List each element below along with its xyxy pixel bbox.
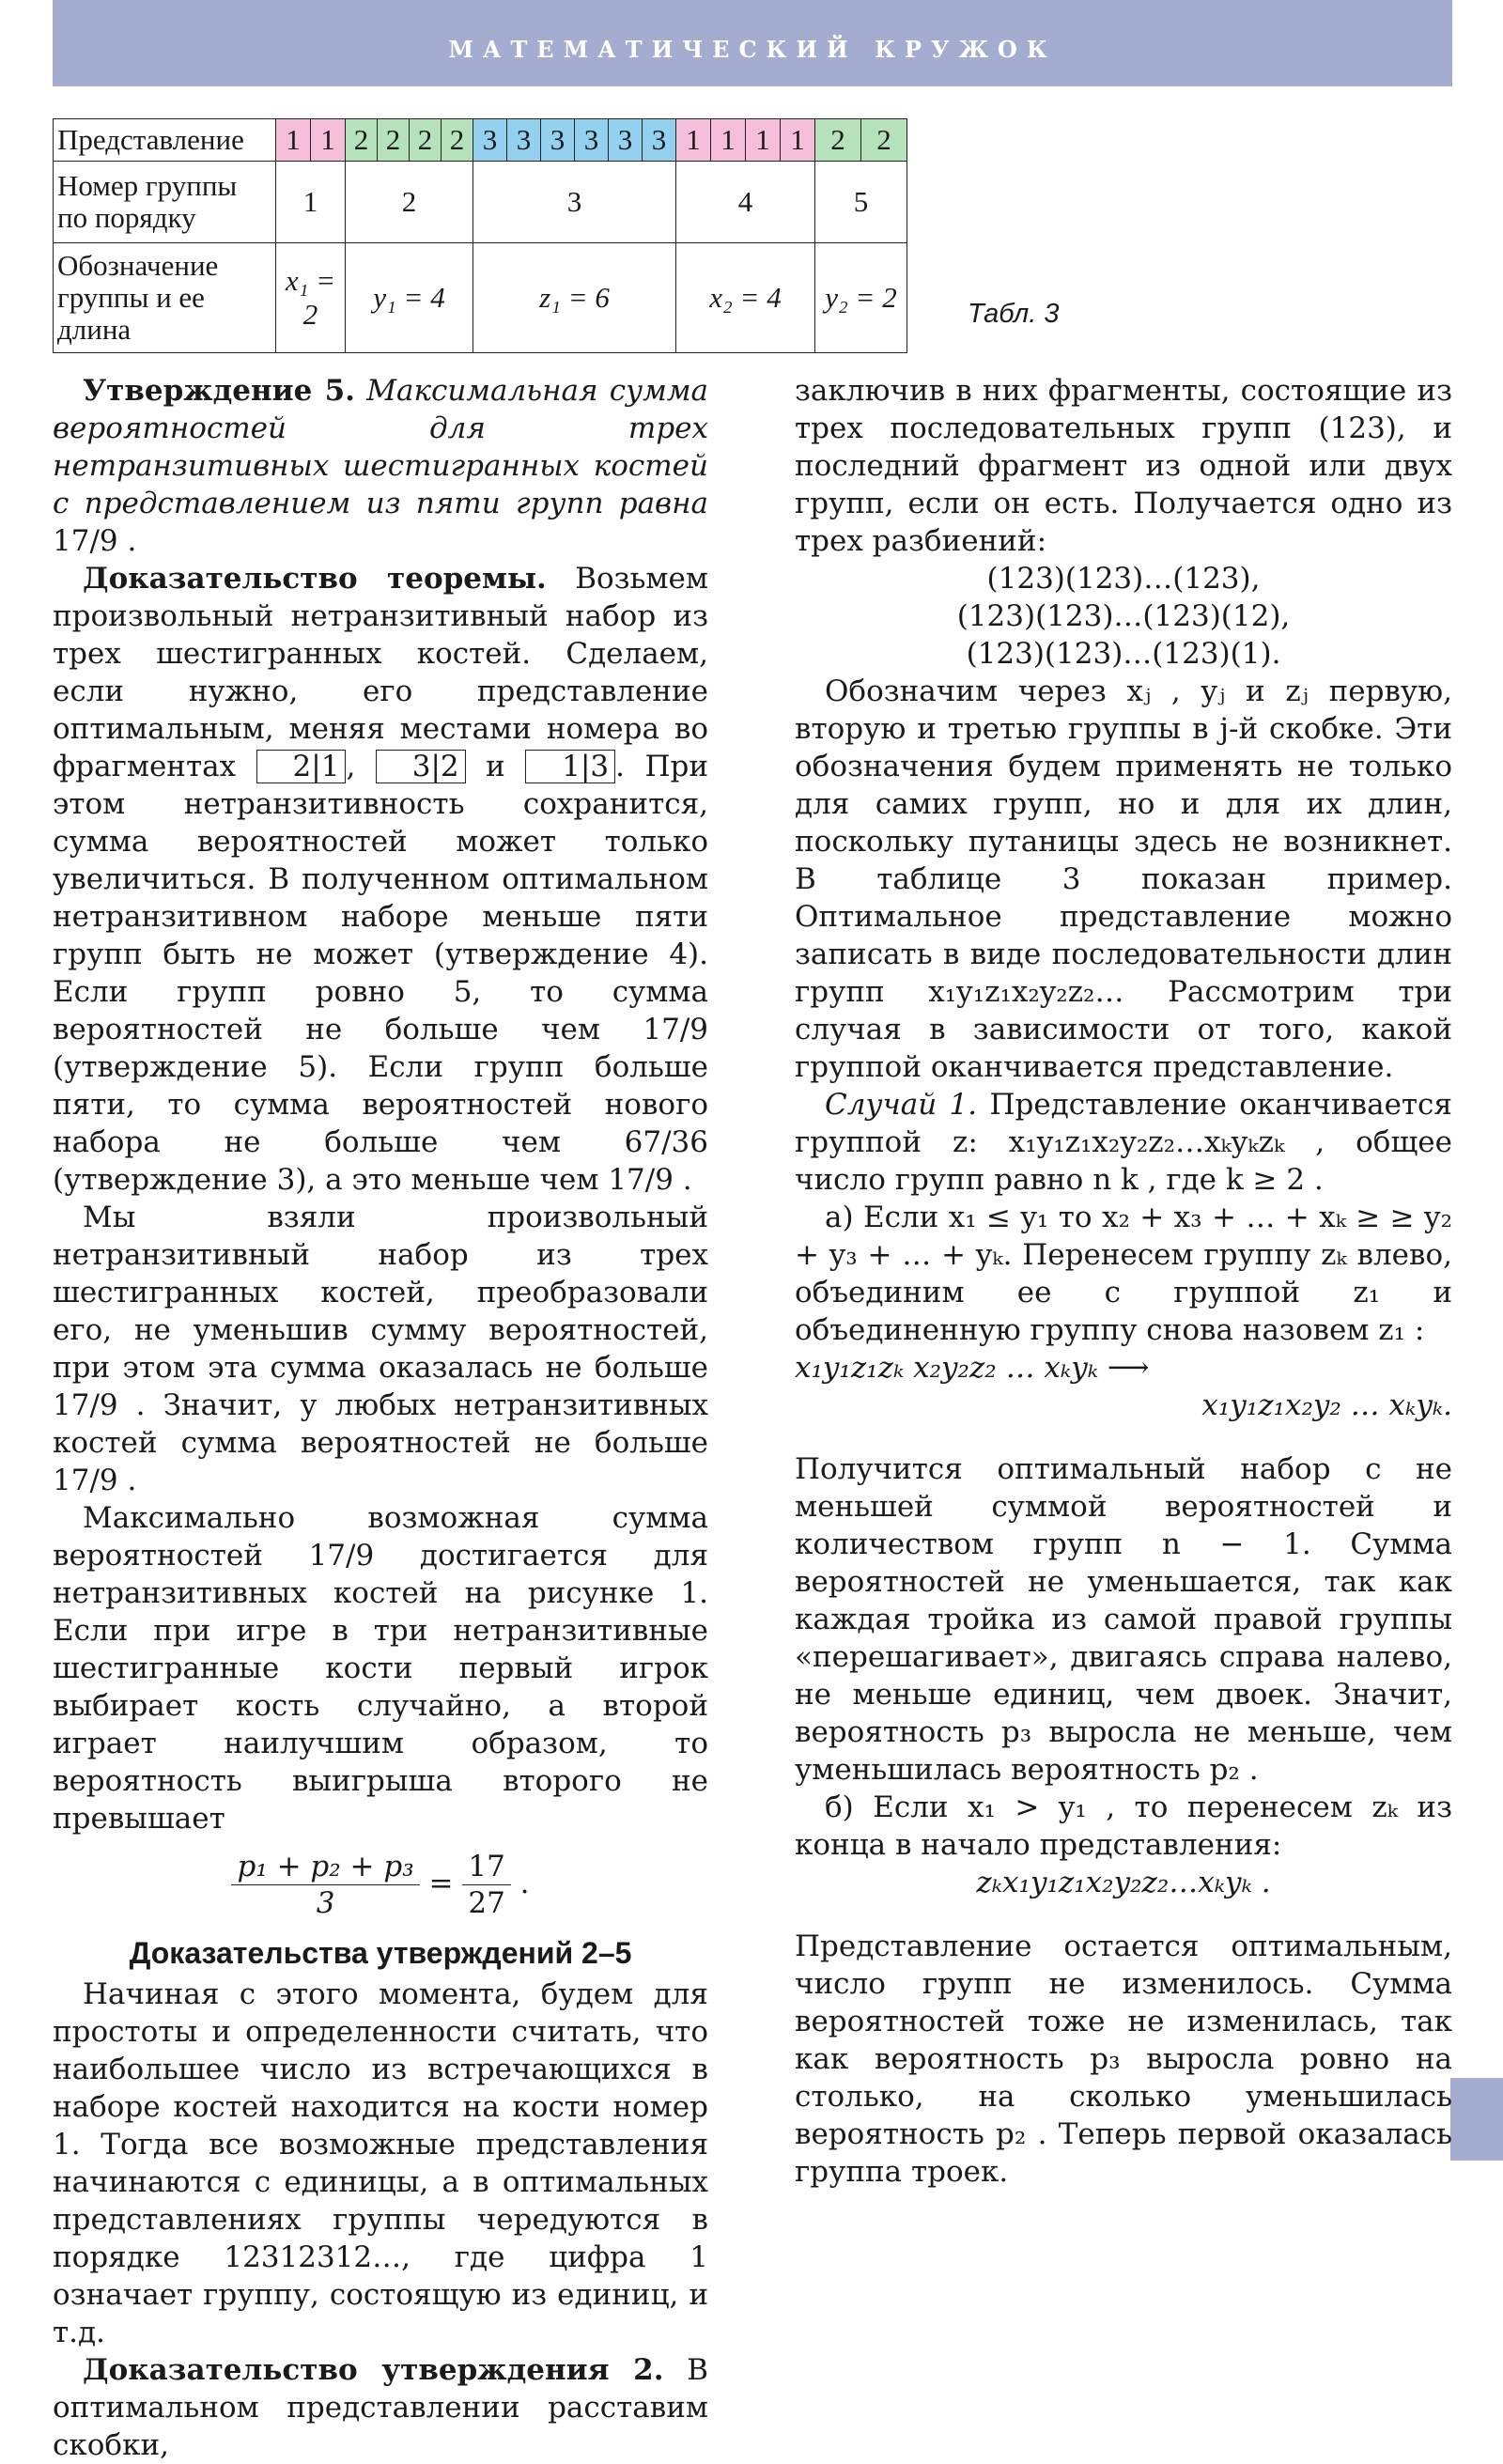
result-denominator: 27 [468,1886,505,1920]
rep-cell: 3 [609,119,643,162]
result-numerator: 17 [462,1849,510,1885]
fragment-box: 3|2 [376,750,466,783]
rep-cell: 1 [676,119,711,162]
rep-cell: 3 [575,119,609,162]
group-number-cell: 4 [676,162,815,243]
paragraph: Максимально возможная сумма вероятностей 17/9 достигается для нетранзитивных костей на рисунке 1. Если при игре в три нетранзитивные шестигранные кости первый игрок выбирает кость случайно, а второй играет наилучшим образом, то вероятность выигрыша второго не превышает [53,1501,708,1836]
spacer [795,1424,1452,1450]
group-designation-cell: y₂ = 2 [815,243,907,353]
section-subheading: Доказательства утверждений 2–5 [129,1936,632,1970]
formula-period: . [519,1867,530,1900]
rep-cell: 2 [378,119,410,162]
paragraph: Мы взяли произвольный нетранзитивный набор из трех шестигранных костей, преобразовали его, не уменьшив сумму вероятностей, при этом эта сумма оказалась не больше 17/9 . Значит, у любых нетранзитивных костей сумма вероятностей не больше 17/9 . [53,1201,708,1497]
table-row-label: Представление [54,119,276,162]
right-column [795,372,1452,2191]
paragraph: заключив в них фрагменты, состоящие из трех последовательных групп (123), и последний фрагмент из одной или двух групп, если он есть. Получается одно из трех разбиений: [795,374,1452,558]
group-number-cell: 5 [815,162,907,243]
fragment-box: 2|1 [256,750,347,783]
fragment-box: 1|3 [525,750,615,783]
rep-cell: 1 [781,119,815,162]
group-number-cell: 2 [346,162,473,243]
spacer [795,1901,1452,1928]
left-column [53,372,708,2464]
paragraph: Обозначим через xⱼ , yⱼ и zⱼ первую, вторую и третью группы в j-й скобке. Эти обозначения будем применять не только для самих групп, но и для их длин, поскольку путаницы здесь не возникнет. В таблице 3 показан пример. Оптимальное представление можно записать в виде последовательности длин групп x₁y₁z₁x₂y₂z₂… Рассмотрим три случая в зависимости от того, какой группой оканчивается представление. [795,674,1452,1084]
proof-text: Возьмем произвольный нетранзитивный набор из трех шестигранных костей. Сделаем, если нужно, его представление оптимальным, меняя местами номера во фрагментах [53,562,709,783]
rep-cell: 1 [276,119,311,162]
statement-text: Максимальная сумма вероятностей для трех нетранзитивных шестигранных костей с представлением из пяти групп равна [53,374,709,520]
table-row [54,119,907,162]
table-caption: Табл. 3 [968,299,1060,329]
group-number-cell: 1 [276,162,346,243]
group-designation-cell: y₁ = 4 [346,243,473,353]
sequence-line: x₁y₁z₁x₂y₂ … xₖyₖ. [1201,1388,1452,1422]
formula-result [462,1849,510,1921]
journal-section-title: МАТЕМАТИЧЕСКИЙ КРУЖОК [448,36,1057,63]
group-designation-cell: z₁ = 6 [473,243,676,353]
formula-denominator: 3 [316,1886,335,1920]
rep-cell: 1 [711,119,746,162]
formula-equals: = [428,1867,454,1900]
corner-decoration [1450,2078,1503,2161]
rep-cell: 2 [442,119,473,162]
partition-line: (123)(123)…(123)(12), [956,599,1291,633]
proof-text: В оптимальном представлении расставим скобки, [53,2353,708,2462]
proof-text-cont: . При этом нетранзитивность сохранится, сумма вероятностей может только увеличиться. В полученном оптимальном нетранзитивном наборе меньше пяти групп быть не может (утверждение 4). Если групп ровно 5, то сумма вероятностей не больше чем 17/9 (утверждение 5). Если групп больше пяти, то сумма вероятностей нового набора не больше чем 67/36 (утверждение 3), а это меньше чем 17/9 . [53,750,709,1197]
table-row [54,162,907,243]
group-number-cell: 3 [473,162,676,243]
rep-cell: 2 [861,119,907,162]
statement-heading: Утверждение 5. [83,374,355,408]
probability-formula [53,1849,708,1921]
proof-statement-2 [53,2351,708,2464]
case-1b: б) Если x₁ > y₁ , то перенесем zₖ из конца в начало представления: [795,1790,1452,1862]
group-designation-cell: x₁ = 2 [276,243,346,353]
rep-cell: 1 [311,119,346,162]
rep-cell: 3 [473,119,507,162]
table-row-label: Номер группы по порядку [54,162,276,243]
case-1 [795,1086,1452,1199]
case-heading: Случай 1. [825,1088,978,1122]
rep-cell: 3 [507,119,541,162]
formula-numerator: p₁ + p₂ + p₃ [231,1849,419,1885]
partition-line: (123)(123)…(123), [986,562,1261,596]
page-number: 35 [1458,31,1495,73]
conjunction: и [486,750,505,783]
paragraph: Получится оптимальный набор с не меньшей суммой вероятностей и количеством групп n − 1. Сумма вероятностей не уменьшается, так как каждая тройка из самой правой группы «перешагивает», двигаясь справа налево, не меньше единиц, чем двоек. Значит, вероятность p₃ выросла не меньше, чем уменьшилась вероятность p₂ . [795,1452,1452,1787]
case-text: Представление оканчивается группой z: x₁y₁z₁x₂y₂z₂…xₖyₖzₖ , общее число групп равно n k , где k ≥ 2 . [795,1088,1452,1197]
rep-cell: 2 [410,119,442,162]
table-row-label: Обозначение группы и ее длина [54,243,276,353]
case-1a: а) Если x₁ ≤ y₁ то x₂ + x₃ + … + xₖ ≥ ≥ y₂ + y₃ + … + yₖ. Перенесем группу zₖ влево, объединим ее с группой z₁ и объединенную группу снова назовем z₁ : [795,1201,1452,1347]
paragraph: Представление остается оптимальным, число групп не изменилось. Сумма вероятностей тоже не изменилась, так как вероятность p₃ выросла ровно на столько, на сколько уменьшилась вероятность p₂ . Теперь первой оказалась группа троек. [795,1929,1452,2189]
statement-value: 17/9 . [53,524,137,558]
rep-cell: 1 [746,119,781,162]
rep-cell: 3 [541,119,575,162]
table-row [54,243,907,353]
group-designation-cell: x₂ = 4 [676,243,815,353]
partition-line: (123)(123)…(123)(1). [966,637,1281,671]
page-header [53,0,1452,86]
rep-cell: 2 [815,119,861,162]
proof-heading: Доказательство утверждения 2. [83,2353,664,2387]
theorem-proof: Доказательство теоремы. Возьмем произвольный нетранзитивный набор из трех шестигранных костей. Сделаем, если нужно, его представление оптимальным, меняя местами номера во фрагментах 2|1 , 3|2 и 1|3 . При этом нетранзитивность сохранится, сумма вероятностей может только увеличиться. В полученном оптимальном нетранзитивном наборе меньше пяти групп быть не может (утверждение 4). Если групп ровно 5, то сумма вероятностей не больше чем 17/9 (утверждение 5). Если групп больше пяти, то сумма вероятностей нового набора не больше чем 67/36 (утверждение 3), а это меньше чем 17/9 . [53,562,709,1197]
proof-heading: Доказательство теоремы. [83,562,547,596]
paragraph: Начиная с этого момента, будем для простоты и определенности считать, что наибольшее число из встречающихся в наборе костей находится на кости номер 1. Тогда все возможные представления начинаются с единицы, а в оптимальных представлениях группы чередуются в порядке 12312312…, где цифра 1 означает группу, состоящую из единиц, и т.д. [53,1977,708,2349]
sequence-line: x₁y₁z₁zₖ x₂y₂z₂ … xₖyₖ ⟶ [795,1351,1150,1385]
rep-cell: 3 [643,119,676,162]
formula-fraction [231,1849,419,1921]
table-3 [53,118,907,353]
rep-cell: 2 [346,119,378,162]
sequence-line: zₖx₁y₁z₁x₂y₂z₂…xₖyₖ . [976,1866,1271,1899]
statement-5 [53,372,708,560]
